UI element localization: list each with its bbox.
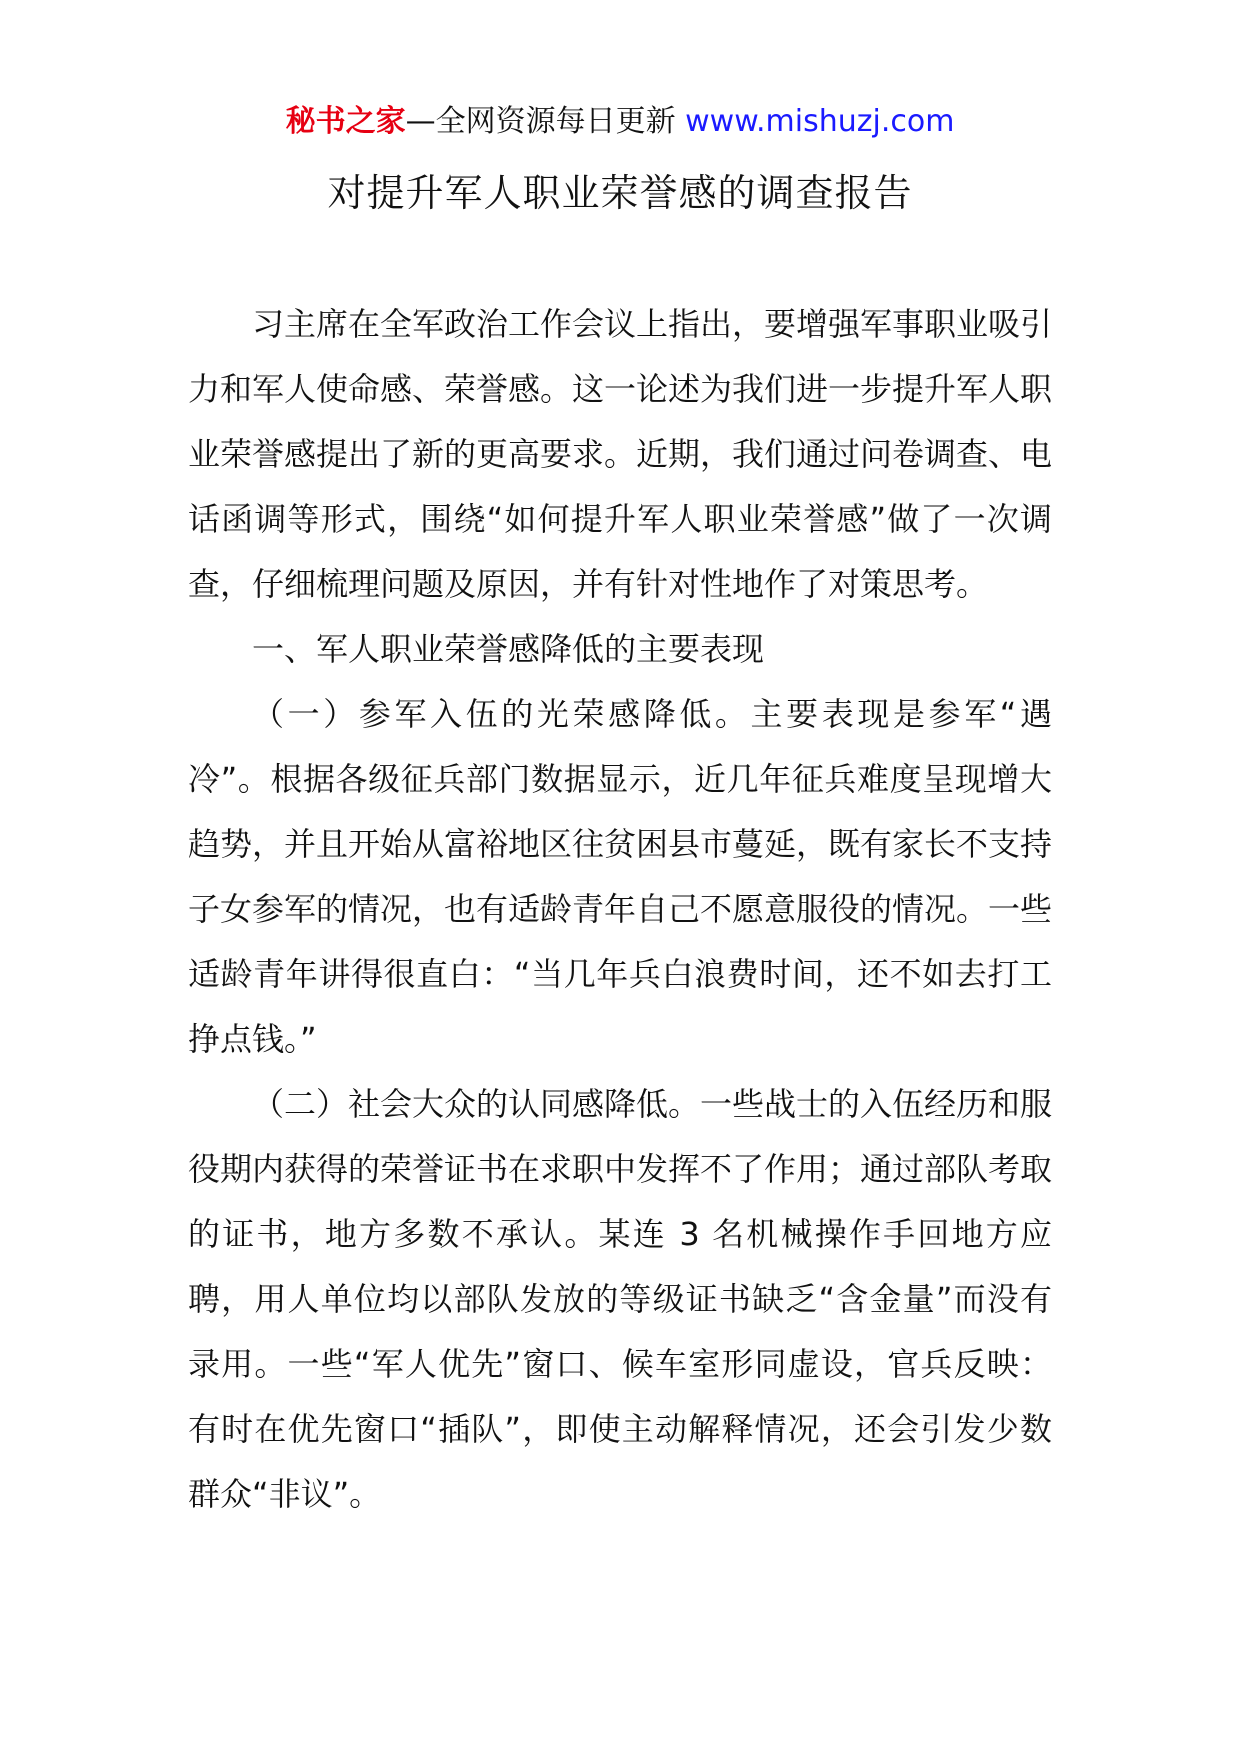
- site-header: [0, 100, 1240, 144]
- document-body: [188, 292, 1052, 1527]
- subsection-paragraph-1: （一）参军入伍的光荣感降低。主要表现是参军“遇冷”。根据各级征兵部门数据显示，近几年征兵难度呈现增大趋势，并且开始从富裕地区往贫困县市蔓延，既有家长不支持子女参军的情况，也有适龄青年自己不愿意服役的情况。一些适龄青年讲得很直白：“当几年兵白浪费时间，还不如去打工挣点钱。”: [188, 695, 1053, 1058]
- subsection-paragraph-2: （二）社会大众的认同感降低。一些战士的入伍经历和服役期内获得的荣誉证书在求职中发挥不了作用；通过部队考取的证书，地方多数不承认。某连 3 名机械操作手回地方应聘，用人单位均以部队发放的等级证书缺乏“含金量”而没有录用。一些“军人优先”窗口、候车室形同虚设，官兵反映：有时在优先窗口“插队”，即使主动解释情况，还会引发少数群众“非议”。: [188, 1085, 1053, 1513]
- document-title: 对提升军人职业荣誉感的调查报告: [327, 171, 913, 215]
- site-brand: 秘书之家: [285, 104, 406, 139]
- intro-paragraph: 习主席在全军政治工作会议上指出，要增强军事职业吸引力和军人使命感、荣誉感。这一论述为我们进一步提升军人职业荣誉感提出了新的更高要求。近期，我们通过问卷调查、电话函调等形式，围绕“如何提升军人职业荣誉感”做了一次调查，仔细梳理问题及原因，并有针对性地作了对策思考。: [188, 305, 1053, 603]
- site-tagline: —全网资源每日更新: [405, 104, 686, 139]
- site-url-link[interactable]: www.mishuzj.com: [685, 104, 955, 139]
- section-heading-1: 一、军人职业荣誉感降低的主要表现: [252, 630, 765, 668]
